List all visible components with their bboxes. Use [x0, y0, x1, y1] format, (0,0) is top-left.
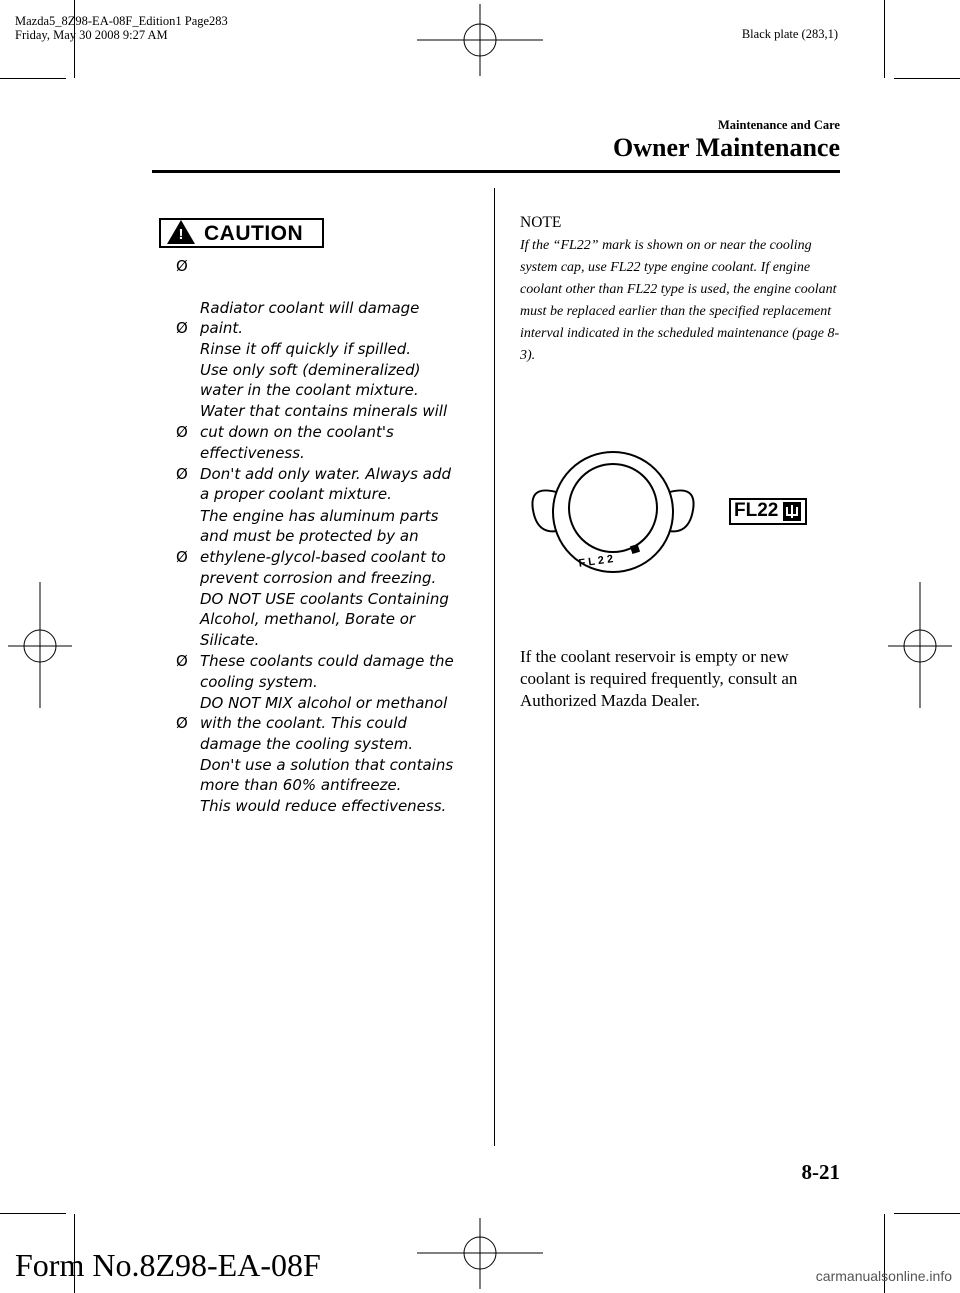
caution-item-text: Radiator coolant will damage paint. Rinse it off quickly if spilled. — [200, 298, 420, 359]
cap-mark: FL22 — [577, 552, 617, 570]
radiator-cap-illustration — [528, 444, 698, 586]
fl22-label: FL22 — [734, 500, 779, 521]
caution-label: CAUTION — [204, 222, 304, 245]
caution-item — [176, 651, 476, 754]
bullet-icon: Ø — [176, 319, 188, 337]
exclamation-icon: ! — [178, 226, 184, 243]
caution-item — [176, 464, 476, 587]
note-body: If the “FL22” mark is shown on or near the cooling system cap, use FL22 type engine coolant. If engine coolant other than FL22 type is used, the engine coolant must be replaced earlier than the specified replacement interval indicated in the scheduled maintenance (page 8-3). — [520, 238, 840, 363]
caution-list — [176, 256, 476, 816]
caution-item-text: Use only soft (demineralized) water in the coolant mixture. Water that contains minerals will cut down on the coolant's effectiveness. — [200, 360, 448, 462]
bullet-icon: Ø — [176, 465, 188, 483]
bullet-icon: Ø — [176, 652, 188, 670]
caution-item-text: The engine has aluminum parts and must be protected by an ethylene-glycol-based coolant to prevent corrosion and freezing. — [200, 506, 446, 587]
caution-item-text: Don't use a solution that contains more than 60% antifreeze. This would reduce effectiveness. — [200, 755, 454, 816]
coolant-advice-text: If the coolant reservoir is empty or new coolant is required frequently, consult an Authorized Mazda Dealer. — [520, 647, 798, 710]
caution-item — [176, 422, 476, 504]
caution-item-text: DO NOT MIX alcohol or methanol with the coolant. This could damage the cooling system. — [200, 693, 448, 754]
bullet-icon: Ø — [176, 257, 188, 275]
column-divider — [494, 188, 495, 1146]
form-number: Form No.8Z98-EA-08F — [15, 1247, 321, 1283]
caution-item-text: Don't add only water. Always add a proper coolant mixture. — [200, 464, 451, 504]
bullet-icon: Ø — [176, 714, 188, 732]
note-title: NOTE — [520, 214, 562, 231]
bullet-icon: Ø — [176, 548, 188, 566]
print-info-line1: Mazda5_8Z98-EA-08F_Edition1 Page283 — [15, 14, 228, 28]
header-rule — [152, 170, 840, 173]
caution-item — [176, 713, 476, 816]
print-info — [15, 14, 228, 42]
caution-item — [176, 256, 476, 359]
page-title: Owner Maintenance — [613, 133, 840, 162]
print-info-line2: Friday, May 30 2008 9:27 AM — [15, 28, 168, 42]
bullet-icon: Ø — [176, 423, 188, 441]
caution-item-text: DO NOT USE coolants Containing Alcohol, methanol, Borate or Silicate. These coolants could damage the cooling system. — [200, 589, 454, 691]
watermark: carmanualsonline.info — [815, 1268, 952, 1284]
plate-label: Black plate (283,1) — [741, 27, 838, 41]
caution-item — [176, 318, 476, 462]
caution-item — [176, 547, 476, 691]
page-number: 8-21 — [801, 1160, 840, 1184]
section-label: Maintenance and Care — [718, 118, 840, 132]
book-icon — [783, 502, 801, 521]
